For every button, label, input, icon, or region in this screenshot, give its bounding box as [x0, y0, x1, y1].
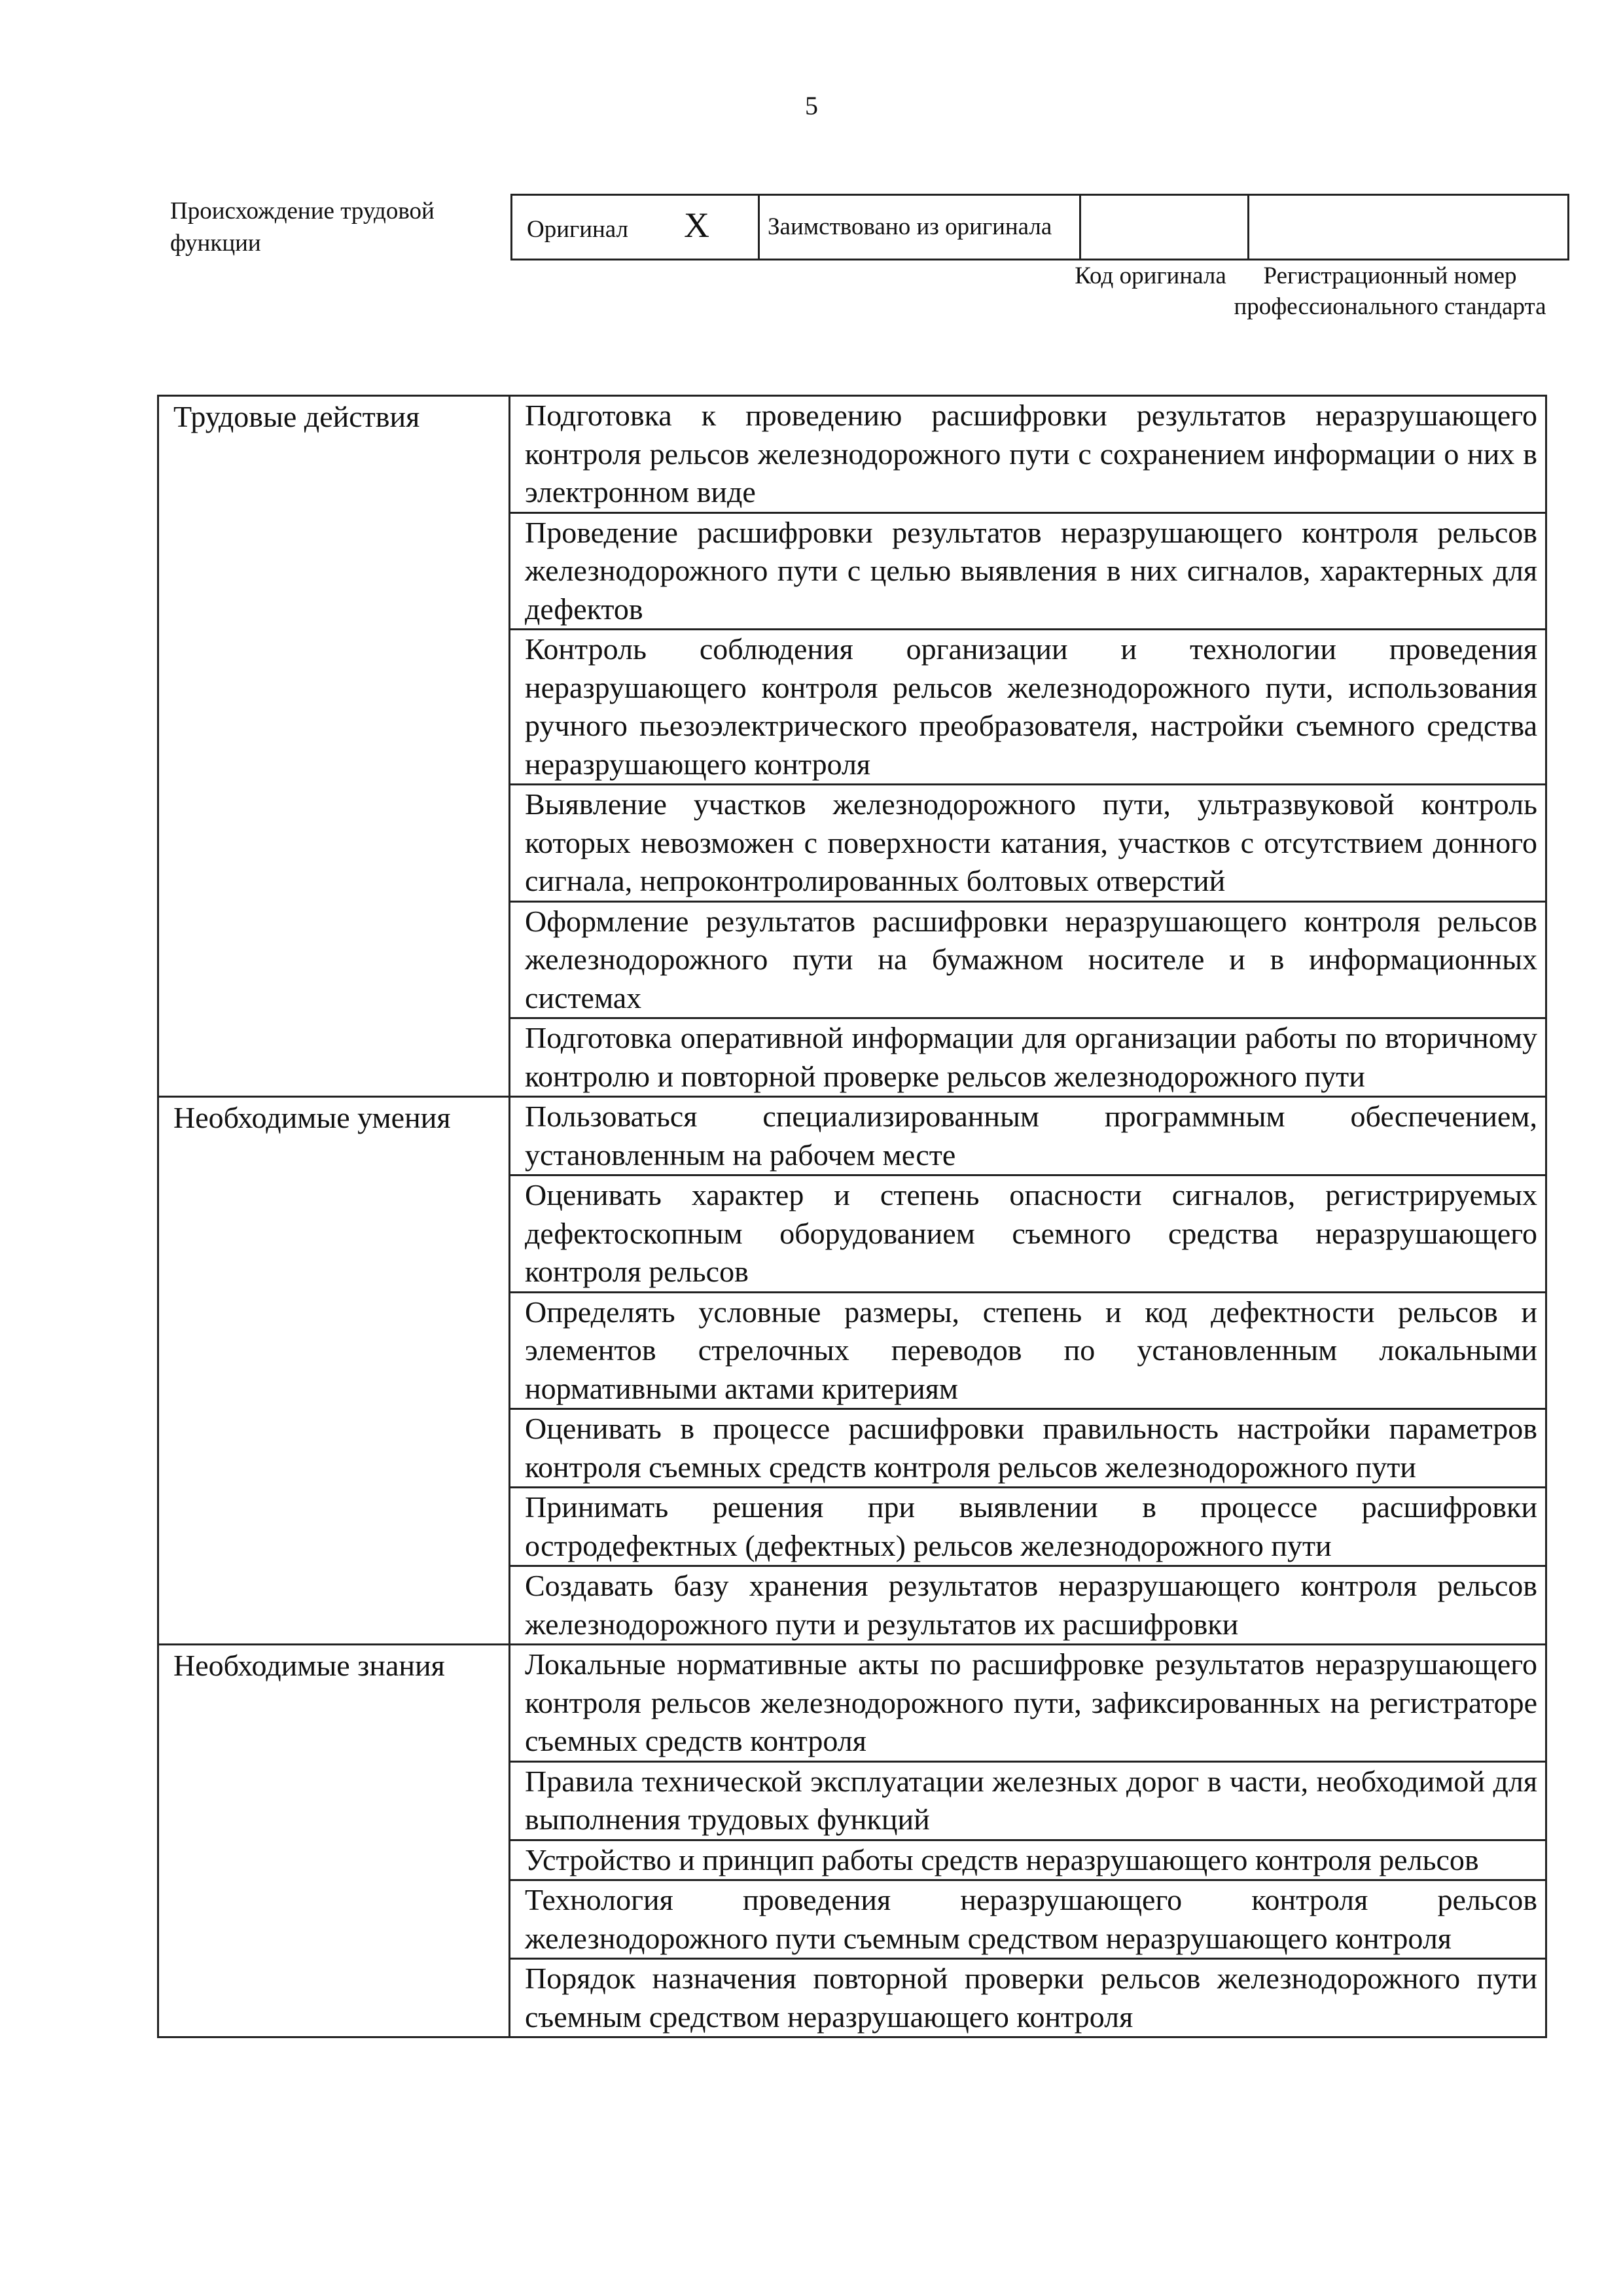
- group-title: Необходимые умения: [158, 1097, 510, 1645]
- original-label: Оригинал: [527, 216, 629, 243]
- origin-table: [510, 194, 1569, 260]
- group-item: Оценивать в процессе расшифровки правильность настройки параметров контроля съемных средств контроля рельсов железнодорожного пути: [510, 1409, 1546, 1488]
- group-item: Локальные нормативные акты по расшифровке результатов неразрушающего контроля рельсов железнодорожного пути, зафиксированных на регистраторе съемных средств контроля: [510, 1645, 1546, 1762]
- group-item: Подготовка оперативной информации для организации работы по вторичному контролю и повторной проверке рельсов железнодорожного пути: [510, 1018, 1546, 1097]
- group-item: Проведение расшифровки результатов неразрушающего контроля рельсов железнодорожного пути с целью выявления в них сигналов, характерных для дефектов: [510, 512, 1546, 630]
- group-item: Подготовка к проведению расшифровки результатов неразрушающего контроля рельсов железнодорожного пути с сохранением информации о них в электронном виде: [510, 396, 1546, 513]
- group-item: Оформление результатов расшифровки неразрушающего контроля рельсов железнодорожного пути на бумажном носителе и в информационных системах: [510, 901, 1546, 1018]
- group-item: Определять условные размеры, степень и код дефектности рельсов и элементов стрелочных переводов по установленным локальными нормативными актами критериям: [510, 1292, 1546, 1409]
- registration-number-cell: [1249, 195, 1569, 260]
- page-number: 5: [805, 91, 818, 120]
- group-item: Устройство и принцип работы средств неразрушающего контроля рельсов: [510, 1840, 1546, 1880]
- group-item: Принимать решения при выявлении в процессе расшифровки остродефектных (дефектных) рельсов железнодорожного пути: [510, 1488, 1546, 1566]
- group-item: Правила технической эксплуатации железных дорог в части, необходимой для выполнения трудовых функций: [510, 1761, 1546, 1840]
- group-item: Технология проведения неразрушающего контроля рельсов железнодорожного пути съемным средством неразрушающего контроля: [510, 1880, 1546, 1959]
- group-title: Необходимые знания: [158, 1645, 510, 2037]
- group-item: Пользоваться специализированным программным обеспечением, установленным на рабочем месте: [510, 1097, 1546, 1175]
- group-item: Контроль соблюдения организации и технологии проведения неразрушающего контроля рельсов железнодорожного пути, использования ручного пьезоэлектрического преобразователя, настройки съемного средства неразрушающего контроля: [510, 630, 1546, 785]
- registration-caption: Регистрационный номер профессионального стандарта: [1234, 262, 1546, 320]
- labor-function-table: [157, 395, 1547, 2038]
- origin-label: Происхождение трудовой функции: [170, 198, 435, 257]
- group-title: Трудовые действия: [158, 396, 510, 1097]
- group-item: Порядок назначения повторной проверки рельсов железнодорожного пути съемным средством неразрушающего контроля: [510, 1959, 1546, 2037]
- original-mark: X: [684, 206, 709, 245]
- origin-original-cell: [512, 195, 759, 260]
- table-row: [158, 1097, 1546, 1175]
- borrowed-label: Заимствовано из оригинала: [759, 195, 1080, 260]
- table-row: [158, 1645, 1546, 1762]
- code-caption: Код оригинала: [1075, 262, 1226, 289]
- table-row: [158, 396, 1546, 513]
- group-item: Создавать базу хранения результатов неразрушающего контроля рельсов железнодорожного пути и результатов их расшифровки: [510, 1566, 1546, 1645]
- group-item: Выявление участков железнодорожного пути, ультразвуковой контроль которых невозможен с поверхности катания, участков с отсутствием донного сигнала, непроконтролированных болтовых отверстий: [510, 785, 1546, 902]
- original-code-cell: [1080, 195, 1249, 260]
- group-item: Оценивать характер и степень опасности сигналов, регистрируемых дефектоскопным оборудованием съемного средства неразрушающего контроля рельсов: [510, 1175, 1546, 1293]
